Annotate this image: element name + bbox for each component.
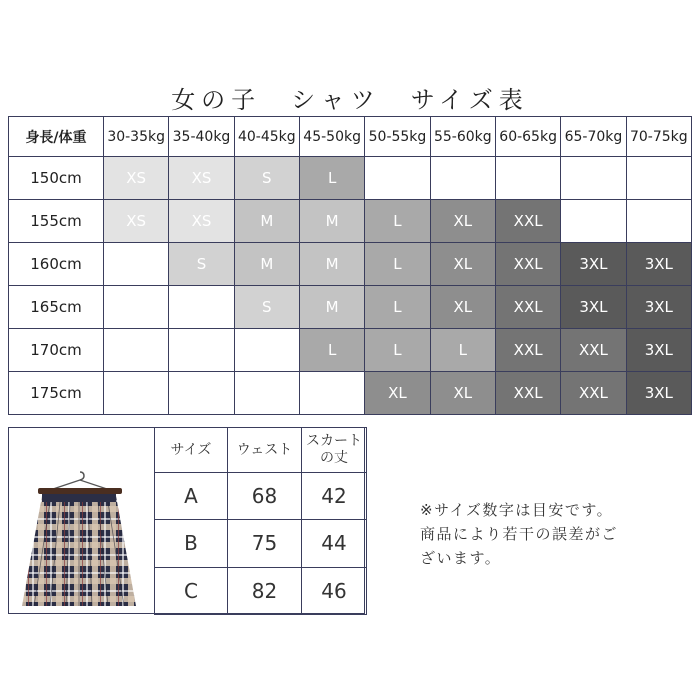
size-cell: XL [430, 286, 495, 329]
size-cell: XXL [495, 372, 560, 415]
size-cell: 3XL [561, 286, 626, 329]
size-cell: XL [365, 372, 430, 415]
length-cell: 46 [302, 567, 367, 614]
size-cell: XS [104, 157, 169, 200]
weight-header: 70-75kg [626, 117, 691, 157]
size-cell [299, 372, 364, 415]
size-cell: L [365, 329, 430, 372]
size-cell [169, 329, 234, 372]
size-cell: XS [169, 157, 234, 200]
size-cell [495, 157, 560, 200]
size-cell [365, 157, 430, 200]
size-cell: 3XL [626, 329, 691, 372]
skirt-length-header: スカートの丈 [302, 428, 367, 473]
size-cell [169, 286, 234, 329]
skirt-row [155, 567, 367, 614]
weight-header: 30-35kg [104, 117, 169, 157]
size-chart-row [9, 329, 692, 372]
size-cell: 3XL [626, 286, 691, 329]
size-header: サイズ [155, 428, 228, 473]
weight-header: 35-40kg [169, 117, 234, 157]
size-cell: 3XL [626, 372, 691, 415]
height-cell: 150cm [9, 157, 104, 200]
size-cell: M [234, 243, 299, 286]
weight-header: 55-60kg [430, 117, 495, 157]
height-cell: 155cm [9, 200, 104, 243]
size-cell: S [169, 243, 234, 286]
skirt-header-row [155, 428, 367, 473]
size-chart-table [8, 116, 692, 415]
size-cell: XXL [495, 329, 560, 372]
size-cell [234, 372, 299, 415]
size-cell: M [299, 243, 364, 286]
size-cell: 3XL [561, 243, 626, 286]
size-cell: L [365, 200, 430, 243]
size-cell: L [299, 157, 364, 200]
plaid-skirt-image [20, 470, 138, 610]
size-chart-row [9, 372, 692, 415]
skirt-size-cell: C [155, 567, 228, 614]
corner-label: 身長/体重 [9, 117, 104, 157]
size-cell: M [299, 200, 364, 243]
skirt-size-cell: B [155, 520, 228, 567]
size-cell: XXL [561, 329, 626, 372]
size-cell: XL [430, 200, 495, 243]
size-cell: L [365, 286, 430, 329]
skirt-size-table [154, 427, 367, 615]
size-cell: XL [430, 372, 495, 415]
size-cell: M [299, 286, 364, 329]
page-title: 女の子 シャツ サイズ表 [171, 86, 529, 114]
skirt-row [155, 520, 367, 567]
size-cell [234, 329, 299, 372]
size-cell [626, 157, 691, 200]
size-cell: XL [430, 243, 495, 286]
size-chart-row [9, 243, 692, 286]
waist-header: ウェスト [228, 428, 302, 473]
skirt-size-cell: A [155, 473, 228, 520]
size-cell: XXL [495, 286, 560, 329]
size-cell: L [299, 329, 364, 372]
size-cell [561, 157, 626, 200]
height-cell: 165cm [9, 286, 104, 329]
size-cell [430, 157, 495, 200]
size-cell: L [430, 329, 495, 372]
size-cell: XXL [561, 372, 626, 415]
size-cell [169, 372, 234, 415]
weight-header: 65-70kg [561, 117, 626, 157]
size-cell [104, 329, 169, 372]
size-cell: XXL [495, 200, 560, 243]
size-cell: S [234, 286, 299, 329]
length-cell: 44 [302, 520, 367, 567]
weight-header: 40-45kg [234, 117, 299, 157]
size-cell [104, 372, 169, 415]
size-note: ※サイズ数字は目安です。 商品により若干の誤差がご ざいます。 [420, 501, 619, 567]
height-cell: 170cm [9, 329, 104, 372]
size-cell [104, 286, 169, 329]
size-chart-header-row [9, 117, 692, 157]
size-cell: XXL [495, 243, 560, 286]
weight-header: 50-55kg [365, 117, 430, 157]
weight-header: 45-50kg [299, 117, 364, 157]
skirt-row [155, 473, 367, 520]
waist-cell: 82 [228, 567, 302, 614]
waist-cell: 68 [228, 473, 302, 520]
size-chart-row [9, 157, 692, 200]
size-cell [561, 200, 626, 243]
size-cell [104, 243, 169, 286]
weight-header: 60-65kg [495, 117, 560, 157]
size-cell: M [234, 200, 299, 243]
size-cell: XS [169, 200, 234, 243]
size-chart-row [9, 286, 692, 329]
height-cell: 175cm [9, 372, 104, 415]
height-cell: 160cm [9, 243, 104, 286]
size-cell: S [234, 157, 299, 200]
size-cell: XS [104, 200, 169, 243]
size-cell [626, 200, 691, 243]
length-cell: 42 [302, 473, 367, 520]
waist-cell: 75 [228, 520, 302, 567]
size-cell: 3XL [626, 243, 691, 286]
size-chart-row [9, 200, 692, 243]
size-cell: L [365, 243, 430, 286]
